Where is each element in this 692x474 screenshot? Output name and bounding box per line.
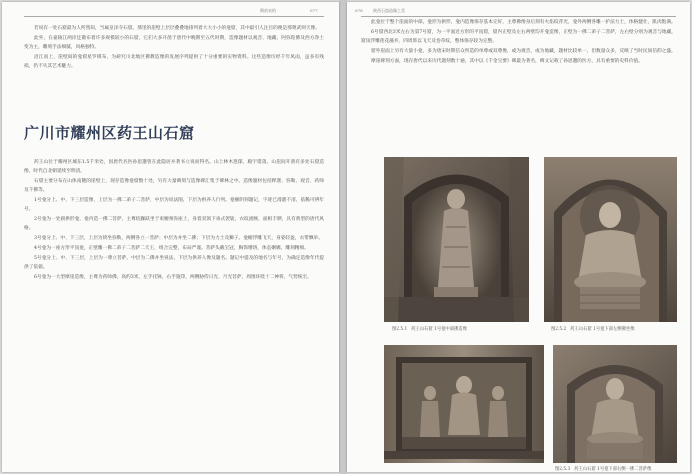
running-head-title: 陕西石窟造像之美	[373, 8, 405, 13]
page-number: 078	[355, 8, 363, 13]
intro-text	[24, 24, 324, 124]
paragraph: 摩崖碑刻方面，现存唐代以来历代题刻数十通，其中以《千金宝要》碑最为著名，碑文记载了孙思邈的医方，具有重要的史料价值。	[371, 59, 643, 64]
body-text	[24, 158, 324, 470]
photo-niche-group	[384, 345, 544, 463]
paragraph: 6号窟西北3米左右为第7号窟，为一平面近方形的平顶窟，窟内正壁及左右两壁均开龛造像，正壁为一佛二弟子二菩萨，左右壁分别为观音与地藏，窟顶浮雕莲花藻井，四周饰以飞天及卷草纹，整体保存较为完整。	[361, 30, 676, 44]
page-number: 077	[310, 8, 318, 13]
header-rule	[361, 16, 676, 17]
photo-caption	[392, 326, 467, 332]
paragraph: 1号龛分上、中、下三层造像，上层为一佛二弟子二菩萨，中层为说法图，下层为供养人行列。龛额阴刻题记，字迹已漫漶不清，依稀可辨年号。	[24, 198, 324, 212]
running-head-title: 隋前宋的	[260, 8, 276, 13]
body-text	[361, 18, 676, 146]
caption-text: 药王山石窟 1号龛下部左侧佛坐像	[570, 327, 635, 332]
paragraph: 2号龛为一处圆拱形龛，龛内造一佛二菩萨，主尊结跏趺坐于束腰须弥座上，身着双领下垂式袈裟，衣纹流畅，面相丰腴，具有典型的唐代风格。	[24, 217, 324, 231]
paragraph: 石窟主要分布在山体南麓的崖壁上，现存造像龛窟数十处，另有大量碑刻与造像碑汇集于碑林之中。造像题材包括释迦、弥勒、观音、药师及千佛等。	[24, 179, 324, 193]
paragraph: 若说有一处石窟最为人所熟知，当属皇泽寺石窟。那里的崖壁上层层叠叠地排列着大大小小的龛窟，其中最引人注目的便是那尊武则天像。	[34, 26, 320, 31]
section-title: 广川市耀州区药王山石窟	[24, 124, 195, 142]
caption-text: 药王山石窟 1号龛中部佛造像	[411, 327, 467, 332]
paragraph: 窟外崖面上另有大量小龛，多为唐宋时期信众所造的单尊或双尊像，或为观音，或为地藏，题材比较单一，但数量众多，反映了当时民间信仰之盛。	[371, 49, 676, 54]
paragraph: 4号龛为一座方形平顶龛，正壁雕一佛二弟子二菩萨二天王，组合完整，布局严谨。菩萨头戴宝冠，胸饰璎珞，体态婀娜，雕刻精细。	[34, 246, 309, 251]
caption-text: 药王山石窟 1号龛下部右侧一佛二菩萨像	[574, 467, 652, 472]
paragraph: 沿江而上，崖壁间的龛窟星罗棋布，为研究川北地区佛教造像的发展序列提供了十分重要的实物资料。这些造像历经千年风雨，虽多有残损，仍不失其艺术魅力。	[24, 55, 324, 69]
page-gutter	[339, 0, 347, 474]
right-page	[347, 2, 690, 472]
paragraph: 3号龛分上、中、下三层，上层为倚坐弥勒，两侧各立一菩萨；中层为并坐二佛；下层为力士及狮子。龛楣浮雕飞天，身姿轻盈，衣带飘举。	[34, 236, 323, 241]
photo-seated-figure	[553, 345, 677, 463]
figure-label: 图2.5.3	[555, 467, 571, 472]
paragraph: 5号龛分上、中、下三层，上层为一尊立菩萨，中层为二佛并坐说法，下层为供养人像及题名。题记中提及的地名与年号，为确定造像年代提供了依据。	[24, 256, 324, 270]
photo-standing-buddha	[384, 157, 529, 322]
paragraph: 药王山位于耀州区城东1.5千米处，因唐代名医孙思邈曾在此隐居并著书立说而得名。山上林木葱郁，殿宇错落，山崖间开凿有多处石窟造像，时代自北朝延续至明清。	[24, 160, 324, 174]
photo-caption	[551, 326, 635, 332]
figure-label: 图2.5.2	[551, 327, 567, 332]
header-rule	[24, 16, 324, 17]
paragraph: 此外，在嘉陵江两岸还散布着许多规模较小的石窟，它们大多开凿于唐代中晚期至五代时期，造像题材以观音、地藏、阿弥陀佛及西方净土变为主，雕刻手法细腻，风格独特。	[24, 36, 324, 50]
figure-label: 图2.5.1	[392, 327, 408, 332]
photo-seated-buddha	[544, 157, 677, 322]
photo-caption	[555, 466, 651, 472]
left-page	[2, 2, 339, 472]
paragraph: 6号龛为一大型摩崖造像，主尊为药师佛，高约3米，左手托钵，右手施印，两侧胁侍日光、月光菩萨，周围环绕十二神将，气势恢宏。	[34, 275, 312, 280]
paragraph: 此龛位于整个崖面的中部，龛形为拱形，龛内造像保存基本完好，主尊佛像身后刻有火焰纹背光，龛外两侧各雕一护法力士，体格健壮，肌肉饱满。	[371, 20, 676, 25]
